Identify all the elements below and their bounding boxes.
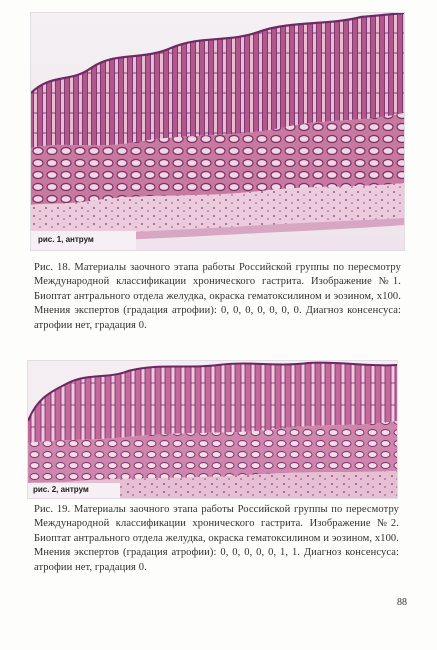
figure-2-caption-text: Материалы заочного этапа работы Российской группы по пересмотру Международной классификации хронического гастрита. Изображение №2. Биоптат антрального отдела желудка, окраска гематоксилином и эозином, х100. Мнения экспертов (градация атрофии): 0, 0, 0, 0, 0, 1, 1. Диагноз консенсуса: атрофии нет, градация 0. [34, 504, 400, 573]
figure-1-caption-number: Рис. 18. [34, 262, 71, 273]
histology-image-1 [30, 12, 405, 251]
figure-1-label: рис. 1, антрум [38, 235, 94, 244]
page-number: 88 [397, 597, 407, 608]
figure-1-caption-text: Материалы заочного этапа работы Российской группы по пересмотру Международной классификации хронического гастрита. Изображение №1. Биоптат антрального отдела желудка, окраска гематоксилином и эозином, х100. Мнения экспертов (градация атрофии): 0, 0, 0, 0, 0, 0, 0. Диагноз консенсуса: атрофии нет, градация 0. [34, 262, 401, 331]
histology-image-1-graphic [31, 13, 404, 250]
figure-2-caption [34, 503, 399, 575]
figure-1-caption [34, 261, 401, 333]
histology-image-2 [27, 360, 398, 499]
figure-2-label: рис. 2, антрум [33, 485, 89, 494]
histology-image-2-graphic [28, 361, 397, 498]
figure-2-caption-number: Рис. 19. [34, 504, 71, 515]
